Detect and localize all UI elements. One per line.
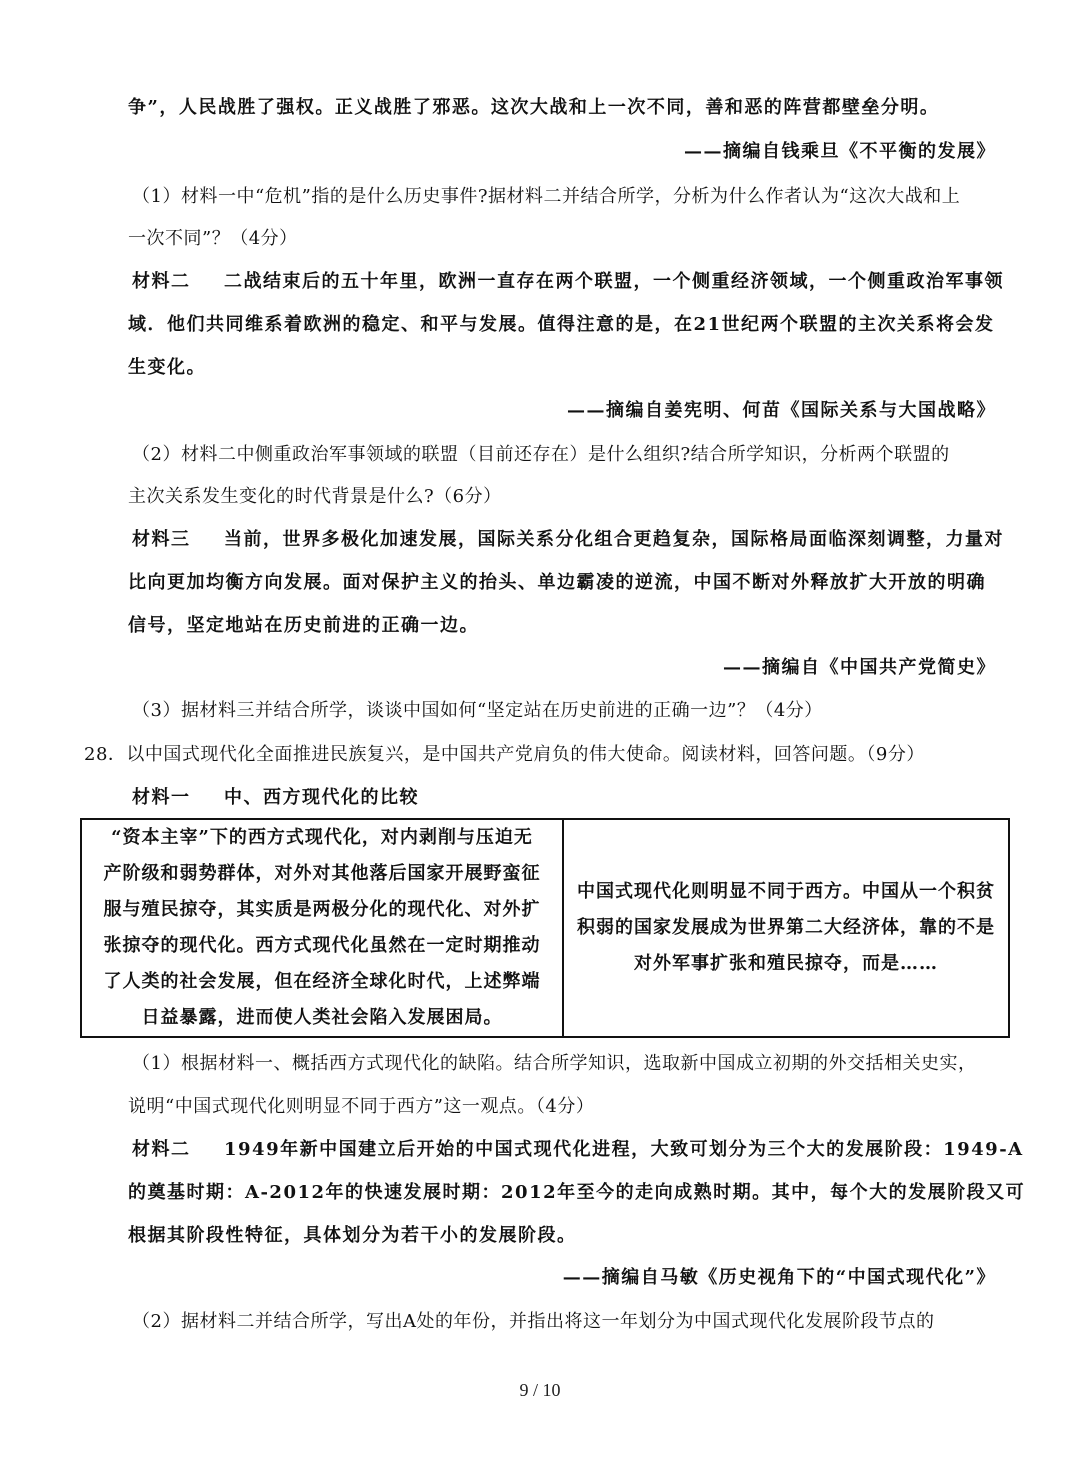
material-text: 当前，世界多极化加速发展，国际关系分化组合更趋复杂，国际格局面临深刻调整，力量对 [224, 529, 1004, 550]
question-27-3: （3）据材料三并结合所学，谈谈中国如何“坚定站在历史前进的正确一边”？（4分） [132, 700, 823, 721]
material-label: 材料一 [132, 787, 191, 808]
material-text: 域．他们共同维系着欧洲的稳定、和平与发展。值得注意的是，在21世纪两个联盟的主次关系将会发 [128, 314, 995, 335]
material-label: 材料三 [132, 529, 191, 550]
table-line: 积弱的国家发展成为世界第二大经济体，靠的不是 [577, 917, 995, 938]
question-28-2: （2）据材料二并结合所学，写出A处的年份，并指出将这一年划分为中国式现代化发展阶段节点的 [132, 1311, 935, 1332]
material-3 [132, 528, 1004, 552]
material-text: 的奠基时期：A-2012年的快速发展时期：2012年至今的走向成熟时期。其中，每个大的发展阶段又可 [128, 1182, 1026, 1203]
material-text: 信号，坚定地站在历史前进的正确一边。 [128, 615, 479, 636]
question-27-1: 一次不同”？（4分） [128, 228, 298, 249]
table-line: 张掠夺的现代化。西方式现代化虽然在一定时期推动 [103, 935, 541, 956]
citation: ——摘编自钱乘旦《不平衡的发展》 [684, 141, 996, 162]
chinese-modernization-cell [563, 819, 1009, 1037]
material-label: 材料二 [132, 1139, 191, 1160]
table-line: 中国式现代化则明显不同于西方。中国从一个积贫 [577, 881, 995, 902]
page-number: 9 / 10 [519, 1380, 561, 1400]
q28-material-1 [132, 786, 419, 810]
material-label: 材料二 [132, 271, 191, 292]
question-27-1: （1）材料一中“危机”指的是什么历史事件?据材料二并结合所学，分析为什么作者认为“这次大战和上 [132, 186, 961, 207]
material-text: 生变化。 [128, 357, 206, 378]
material-text: 二战结束后的五十年里，欧洲一直存在两个联盟，一个侧重经济领域，一个侧重政治军事领 [224, 271, 1004, 292]
table-line: 日益暴露，进而使人类社会陷入发展困局。 [141, 1007, 503, 1028]
table-line: 服与殖民掠夺，其实质是两极分化的现代化、对外扩 [103, 899, 541, 920]
western-modernization-cell [81, 819, 563, 1037]
material-2 [132, 270, 1004, 294]
question-28-title: 28．以中国式现代化全面推进民族复兴，是中国共产党肩负的伟大使命。阅读材料，回答问题。（9分） [84, 744, 925, 765]
table-line: 产阶级和弱势群体，对外对其他落后国家开展野蛮征 [103, 863, 541, 884]
material-title: 中、西方现代化的比较 [224, 787, 419, 808]
question-28-1: （1）根据材料一、概括西方式现代化的缺陷。结合所学知识，选取新中国成立初期的外交括相关史实， [132, 1053, 977, 1074]
question-28-1: 说明“中国式现代化则明显不同于西方”这一观点。（4分） [128, 1096, 595, 1117]
comparison-table [80, 818, 1010, 1038]
material-continuation: 争”，人民战胜了强权。正义战胜了邪恶。这次大战和上一次不同，善和恶的阵营都壁垒分明。 [128, 97, 940, 118]
question-27-2: （2）材料二中侧重政治军事领域的联盟（目前还存在）是什么组织?结合所学知识，分析两个联盟的 [132, 444, 950, 465]
citation: ——摘编自《中国共产党简史》 [723, 657, 996, 678]
table-row [81, 819, 1009, 1037]
material-text: 比向更加均衡方向发展。面对保护主义的抬头、单边霸凌的逆流，中国不断对外释放扩大开放的明确 [128, 572, 986, 593]
table-line: 了人类的社会发展，但在经济全球化时代，上述弊端 [103, 971, 541, 992]
material-text: 根据其阶段性特征，具体划分为若干小的发展阶段。 [128, 1225, 577, 1246]
material-text: 1949年新中国建立后开始的中国式现代化进程，大致可划分为三个大的发展阶段：1949-A [224, 1139, 1024, 1160]
citation: ——摘编自姜宪明、何苗《国际关系与大国战略》 [567, 400, 996, 421]
table-line: 对外军事扩张和殖民掠夺，而是…… [634, 953, 938, 974]
q28-material-2 [132, 1138, 1024, 1162]
question-27-2: 主次关系发生变化的时代背景是什么?（6分） [128, 486, 502, 507]
citation: ——摘编自马敏《历史视角下的“中国式现代化”》 [562, 1267, 996, 1288]
table-line: “资本主宰”下的西方式现代化，对内剥削与压迫无 [111, 827, 533, 848]
